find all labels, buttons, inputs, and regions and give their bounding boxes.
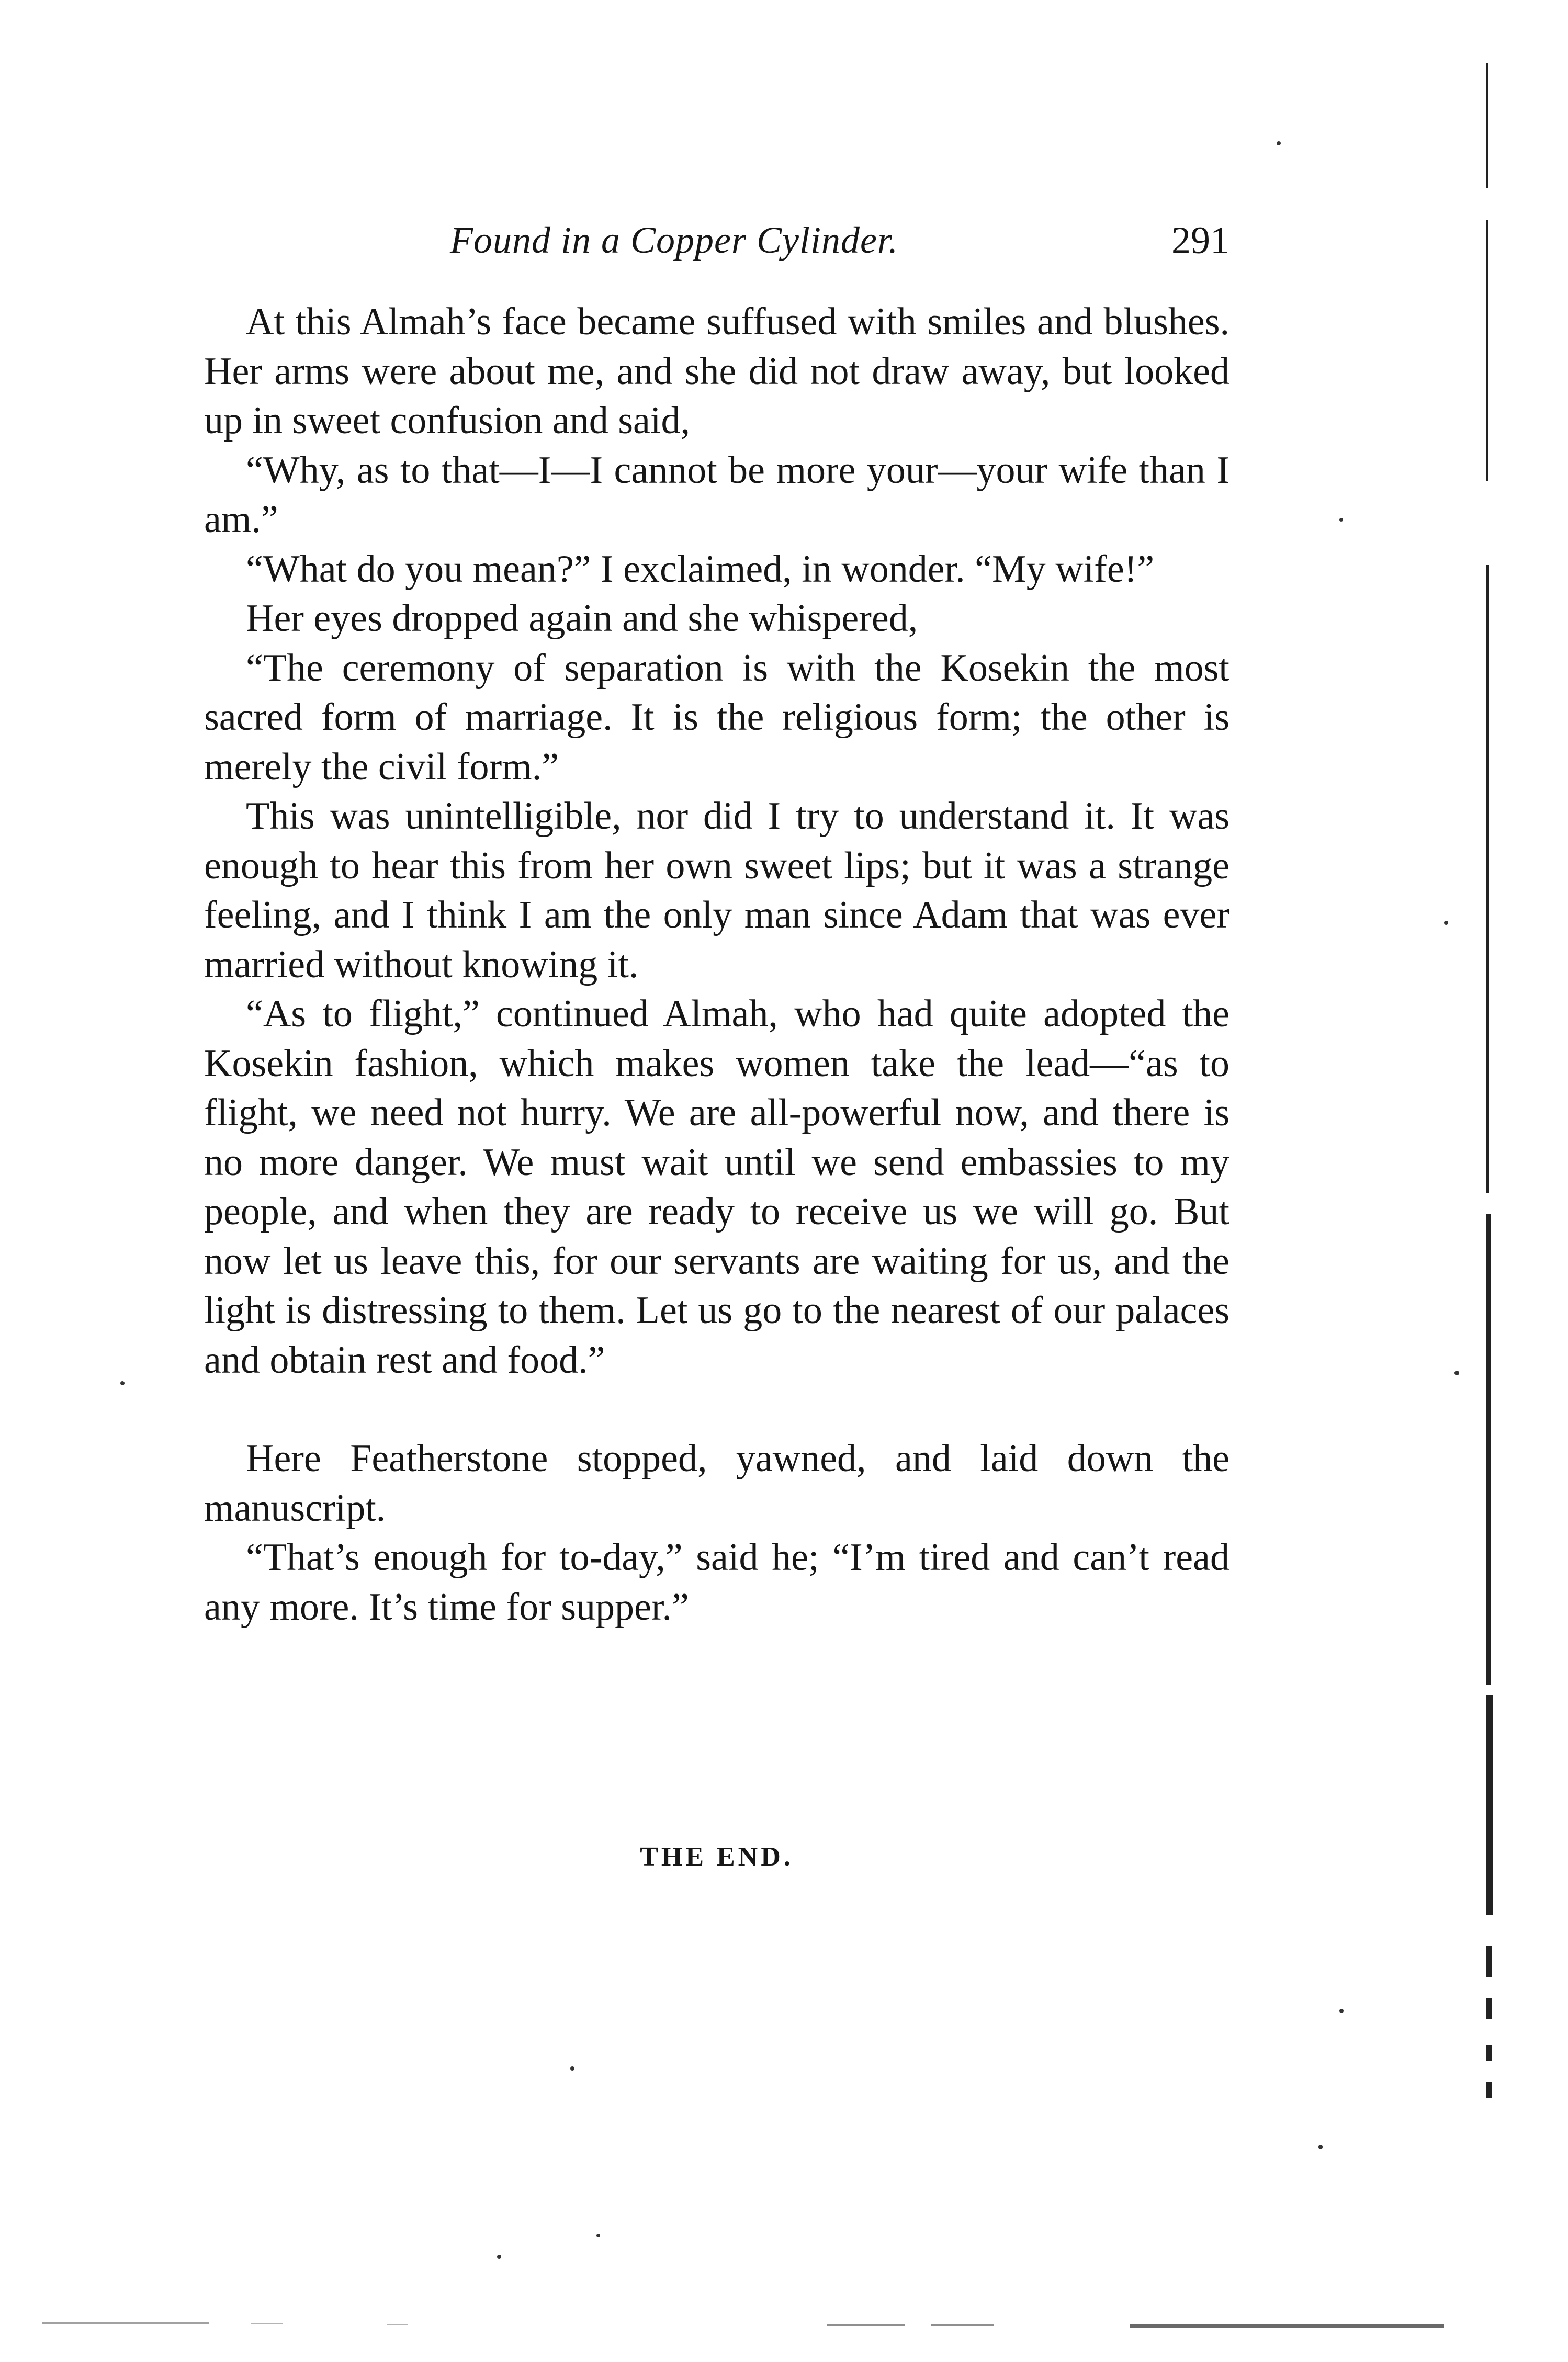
paragraph-7: “As to flight,” continued Almah, who had quite adopted the Kosekin fashion, which makes women take the lead—“as to flight, we need not hurry. We are all-powerful now, and there is no more danger. We must wait until we send embassies to my people, and when they are ready to receive us we will go. But now let us leave this, for our servants are waiting for us, and the light is distressing to them. Let us go to the nearest of our palaces and obtain rest and food.” <box>204 992 1229 1382</box>
paragraph-5: “The ceremony of separation is with the Kosekin the most sacred form of marriage. It is the religious form; the other is merely the civil form.” <box>204 646 1229 788</box>
paragraph-4: Her eyes dropped again and she whispered, <box>246 597 918 640</box>
paragraph-2: “Why, as to that—I—I cannot be more your—your wife than I am.” <box>204 448 1229 541</box>
paragraph-8: Here Featherstone stopped, yawned, and laid down the manuscript. <box>204 1437 1229 1530</box>
section-break <box>204 1385 1229 1434</box>
bottom-edge-noise <box>31 2312 1496 2333</box>
paragraph-3: “What do you mean?” I exclaimed, in wonder. “My wife!” <box>246 547 1155 591</box>
paragraph-1: At this Almah’s face became suffused with smiles and blushes. Her arms were about me, and she did not draw away, but looked up in sweet confusion and said, <box>204 300 1229 442</box>
body-text <box>204 297 1229 1632</box>
paragraph-6: This was unintelligible, nor did I try to understand it. It was enough to hear this from her own sweet lips; but it was a strange feeling, and I think I am the only man since Adam that was ever married without knowing it. <box>204 795 1229 986</box>
the-end-label: THE END. <box>640 1842 794 1872</box>
running-head <box>204 219 1229 271</box>
binding-edge-artifact <box>1481 63 1502 2354</box>
page-number: 291 <box>1171 219 1229 262</box>
paragraph-9: “That’s enough for to-day,” said he; “I’m tired and can’t read any more. It’s time for supper.” <box>204 1536 1229 1629</box>
running-title: Found in a Copper Cylinder. <box>450 219 898 261</box>
